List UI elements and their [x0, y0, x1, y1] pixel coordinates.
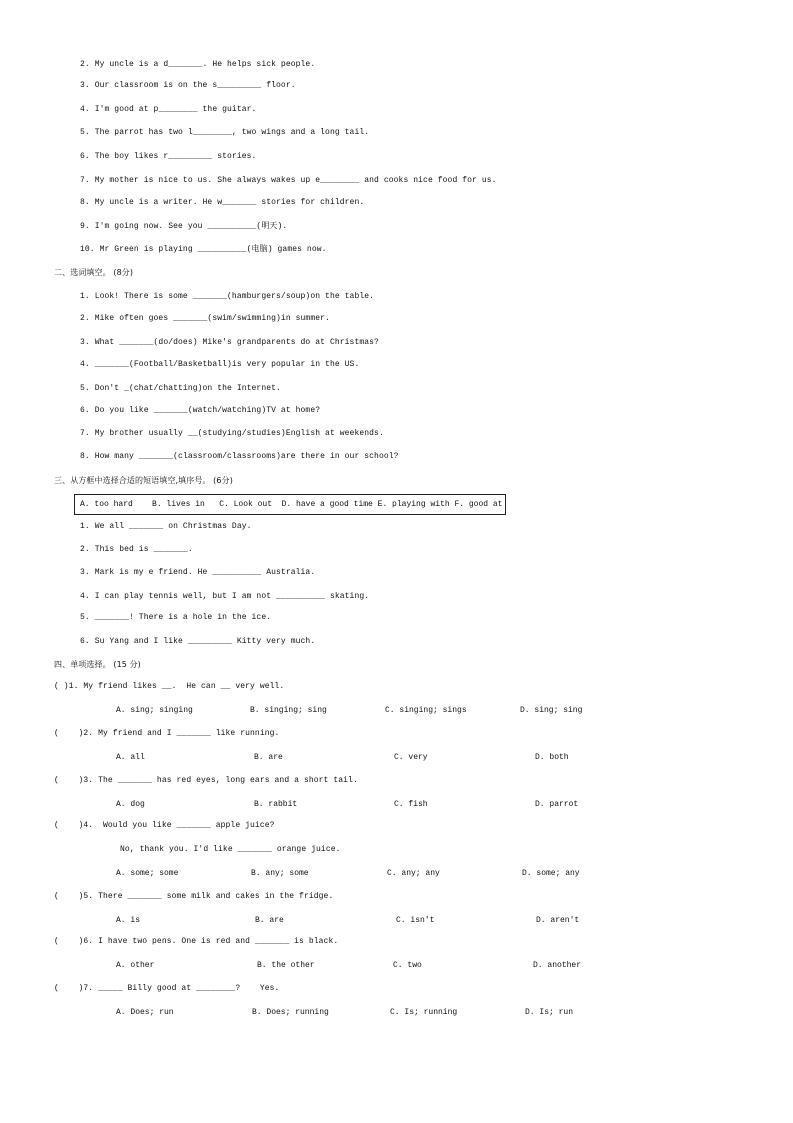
q1-option-b: B. singing; sing [250, 706, 327, 715]
q3-stem: ( )3. The _______ has red eyes, long ears and a short tail. [54, 776, 358, 785]
s2-item-5: 5. Don't _(chat/chatting)on the Internet. [80, 384, 281, 393]
q5-option-d: D. aren't [536, 916, 580, 925]
s3-item-6: 6. Su Yang and I like _________ Kitty very much. [80, 637, 316, 646]
s2-item-8: 8. How many _______(classroom/classrooms)are there in our school? [80, 452, 399, 461]
q4-option-c: C. any; any [387, 869, 440, 878]
s1-item-9: 9. I'm going now. See you __________(明天). [80, 222, 288, 231]
q7-option-b: B. Does; running [252, 1008, 329, 1017]
q4-stem: ( )4. Would you like _______ apple juice? [54, 821, 275, 830]
s2-item-6: 6. Do you like _______(watch/watching)TV at home? [80, 406, 321, 415]
s3-item-2: 2. This bed is _______. [80, 545, 193, 554]
q1-stem: ( )1. My friend likes __. He can __ very well. [54, 682, 285, 691]
q2-option-b: B. are [254, 753, 283, 762]
q2-option-a: A. all [116, 753, 145, 762]
s2-item-1: 1. Look! There is some _______(hamburgers/soup)on the table. [80, 292, 375, 301]
s2-item-3: 3. What _______(do/does) Mike's grandparents do at Christmas? [80, 338, 379, 347]
q1-option-a: A. sing; singing [116, 706, 193, 715]
q6-option-b: B. the other [257, 961, 315, 970]
q6-stem: ( )6. I have two pens. One is red and _______ is black. [54, 937, 339, 946]
q7-option-a: A. Does; run [116, 1008, 174, 1017]
q6-option-c: C. two [393, 961, 422, 970]
s3-item-4: 4. I can play tennis well, but I am not __________ skating. [80, 592, 370, 601]
q4-response: No, thank you. I'd like _______ orange juice. [120, 845, 341, 854]
q6-option-d: D. another [533, 961, 582, 970]
s3-item-1: 1. We all _______ on Christmas Day. [80, 522, 252, 531]
section2-heading: 二、选词填空。 (8分) [54, 268, 134, 277]
s1-item-5: 5. The parrot has two l________, two wings and a long tail. [80, 128, 370, 137]
q3-option-c: C. fish [394, 800, 428, 809]
s2-item-4: 4. _______(Football/Basketball)is very popular in the US. [80, 360, 360, 369]
q1-option-d: D. sing; sing [520, 706, 583, 715]
q3-option-a: A. dog [116, 800, 145, 809]
q3-option-d: D. parrot [535, 800, 579, 809]
section3-heading: 三、从方框中选择合适的短语填空,填序号。 (6分) [54, 476, 233, 485]
s3-item-3: 3. Mark is my e friend. He __________ Australia. [80, 568, 316, 577]
s1-item-7: 7. My mother is nice to us. She always wakes up e________ and cooks nice food for us. [80, 176, 497, 185]
q4-option-d: D. some; any [522, 869, 580, 878]
word-bank-text: A. too hard B. lives in C. Look out D. have a good time E. playing with F. good at [80, 500, 503, 509]
q4-option-b: B. any; some [251, 869, 309, 878]
q3-option-b: B. rabbit [254, 800, 298, 809]
q2-option-c: C. very [394, 753, 428, 762]
s1-item-3: 3. Our classroom is on the s_________ floor. [80, 81, 296, 90]
q5-option-a: A. is [116, 916, 141, 925]
s2-item-7: 7. My brother usually __(studying/studies)English at weekends. [80, 429, 384, 438]
q6-option-a: A. other [116, 961, 155, 970]
q5-option-b: B. are [255, 916, 284, 925]
q2-option-d: D. both [535, 753, 569, 762]
q7-option-c: C. Is; running [390, 1008, 458, 1017]
q7-option-d: D. Is; run [525, 1008, 574, 1017]
q4-option-a: A. some; some [116, 869, 179, 878]
s1-item-10: 10. Mr Green is playing __________(电脑) games now. [80, 245, 327, 254]
word-bank-box [74, 494, 506, 515]
q2-stem: ( )2. My friend and I _______ like running. [54, 729, 280, 738]
q5-stem: ( )5. There _______ some milk and cakes in the fridge. [54, 892, 334, 901]
s1-item-8: 8. My uncle is a writer. He w_______ stories for children. [80, 198, 365, 207]
q1-option-c: C. singing; sings [385, 706, 467, 715]
s1-item-4: 4. I'm good at p________ the guitar. [80, 105, 257, 114]
q7-stem: ( )7. _____ Billy good at ________? Yes. [54, 984, 280, 993]
q5-option-c: C. isn't [396, 916, 435, 925]
s1-item-2: 2. My uncle is a d_______. He helps sick people. [80, 60, 316, 69]
section4-heading: 四、单项选择。 (15 分) [54, 660, 141, 669]
s3-item-5: 5. _______! There is a hole in the ice. [80, 613, 272, 622]
s2-item-2: 2. Mike often goes _______(swim/swimming)in summer. [80, 314, 330, 323]
s1-item-6: 6. The boy likes r_________ stories. [80, 152, 257, 161]
